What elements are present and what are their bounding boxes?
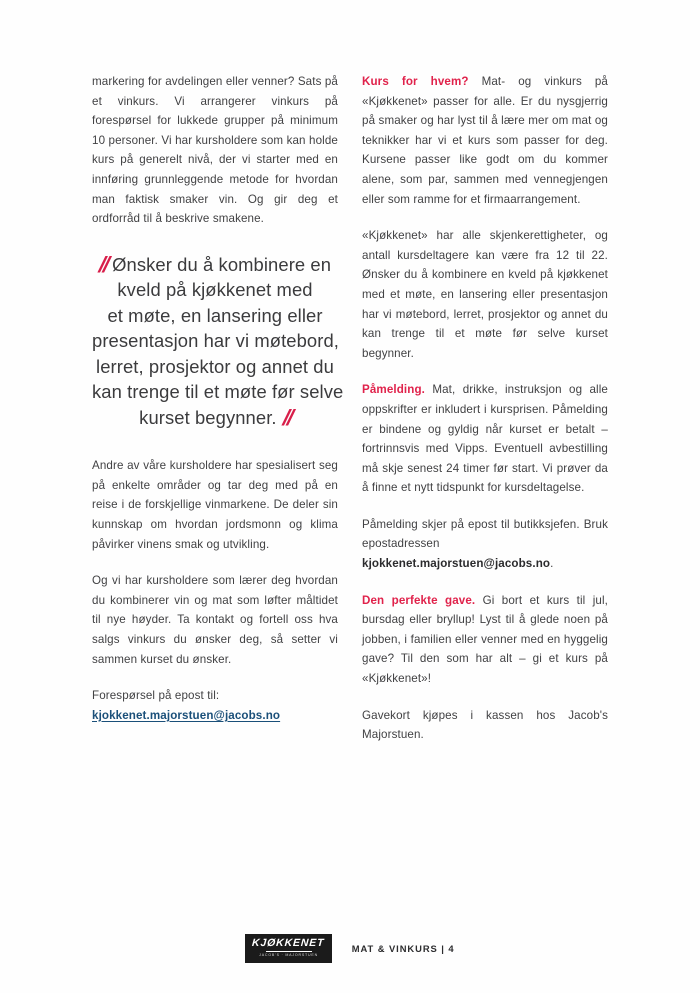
- signup-text-after: .: [550, 557, 554, 571]
- signup-email[interactable]: kjokkenet.majorstuen@jacobs.no: [362, 557, 551, 571]
- right-paragraph-last: Gavekort kjøpes i kassen hos Jacob's Majorstuen.: [362, 708, 608, 742]
- logo-subtitle: JACOB'S · MAJORSTUEN: [259, 953, 319, 958]
- pullquote-line-2: kveld på kjøkkenet med: [117, 279, 313, 301]
- pullquote-line-1: Ønsker du å kombinere en: [112, 253, 332, 275]
- left-paragraph-2: Andre av våre kursholdere har spesialisert seg på enkelte områder og tar deg med på en reise i de forskjellige vinmarkene. De deler sin kunnskap om hvordan jordsmonn og klima påvirker vinens smak og utvikling.: [92, 459, 338, 551]
- left-paragraph-3: Og vi har kursholdere som lærer deg hvordan du kombinerer vin og mat som løfter måltidet til nye høyder. Ta kontakt og fortell oss hva salgs vinkurs du ønsker deg, så setter vi sammen kurset du ønsker.: [92, 574, 338, 666]
- section-body-kurs-for-hvem: Mat- og vinkurs på «Kjøkkenet» passer for alle. Er du nysgjerrig på smaker og har lyst til å lære mer om mat og teknikker har vi et kurs som passer for deg. Kursene passer like godt om du kommer alene, som par, sammen med vennegjengen eller som ramme for et firmaarrangement.: [362, 75, 608, 206]
- left-column: [92, 72, 344, 745]
- quote-open-icon: //: [97, 251, 109, 277]
- quote-close-icon: //: [281, 404, 293, 430]
- contact-label: Forespørsel på epost til:: [92, 689, 220, 703]
- section-heading-kurs-for-hvem: Kurs for hvem?: [362, 75, 469, 88]
- two-column-layout: [92, 72, 608, 745]
- signup-block: [362, 515, 608, 574]
- right-paragraph-2: «Kjøkkenet» har alle skjenkerettigheter, og antall kursdeltagere kan være fra 12 til 22. Ønsker du å kombinere en kveld på kjøkkenet med et møte, en lansering eller presentasjon har vi møtebord, lerret, prosjektor og annet du kan trenge til et møte før selve kurset begynner.: [362, 229, 608, 360]
- section-heading-pamelding: Påmelding.: [362, 383, 426, 397]
- left-paragraph-continued: markering for avdelingen eller venner? Sats på et vinkurs. Vi arrangerer vinkurs på forespørsel for lukkede grupper på minimum 10 personer. Vi har kursholdere som kan holde kurs på generelt nivå, der vi starter med en innføring grunnleggende metode for hvordan man faktisk smaker vin. Og gir deg et ordforråd til å beskrive smakene.: [92, 75, 338, 226]
- page-footer: [0, 934, 700, 963]
- pullquote-line-7: kurset begynner.: [139, 406, 277, 428]
- pullquote-line-6: kan trenge til et møte før selve: [92, 381, 344, 403]
- pullquote-line-3: et møte, en lansering eller: [107, 304, 323, 326]
- section-heading-den-perfekte-gave: Den perfekte gave.: [362, 593, 476, 607]
- pull-quote: [92, 251, 344, 431]
- section-body-den-perfekte-gave: Gi bort et kurs til jul, bursdag eller bryllup! Lyst til å glede noen på jobben, i familien eller venner med en hyggelig gave? Til den som har alt – gi et kurs på «Kjøkkenet»!: [362, 593, 608, 686]
- kjokkenet-logo: [245, 934, 331, 963]
- pullquote-line-5: lerret, prosjektor og annet du: [96, 355, 334, 377]
- right-section-den-perfekte-gave: [362, 591, 608, 689]
- footer-caption: MAT & VINKURS | 4: [351, 943, 455, 955]
- pullquote-line-4: presentasjon har vi møtebord,: [92, 330, 339, 352]
- contact-block: [92, 686, 338, 725]
- section-body-pamelding: Mat, drikke, instruksjon og alle oppskrifter er inkludert i kursprisen. Påmelding er bindene og gyldig når kurset er betalt – fortrinnsvis med Vipps. Eventuell avbestilling må skje senest 24 timer før start. Vi prøver da å finne et nytt tidspunkt for kursdeltagelse.: [362, 383, 608, 495]
- right-section-pamelding: [362, 380, 608, 498]
- contact-email-link[interactable]: kjokkenet.majorstuen@jacobs.no: [92, 708, 281, 722]
- signup-text-before: Påmelding skjer på epost til butikksjefen. Bruk epostadressen: [362, 517, 608, 551]
- logo-wordmark: KJØKKENET: [252, 937, 326, 950]
- right-section-kurs-for-hvem: [362, 72, 608, 209]
- right-column: [362, 72, 608, 745]
